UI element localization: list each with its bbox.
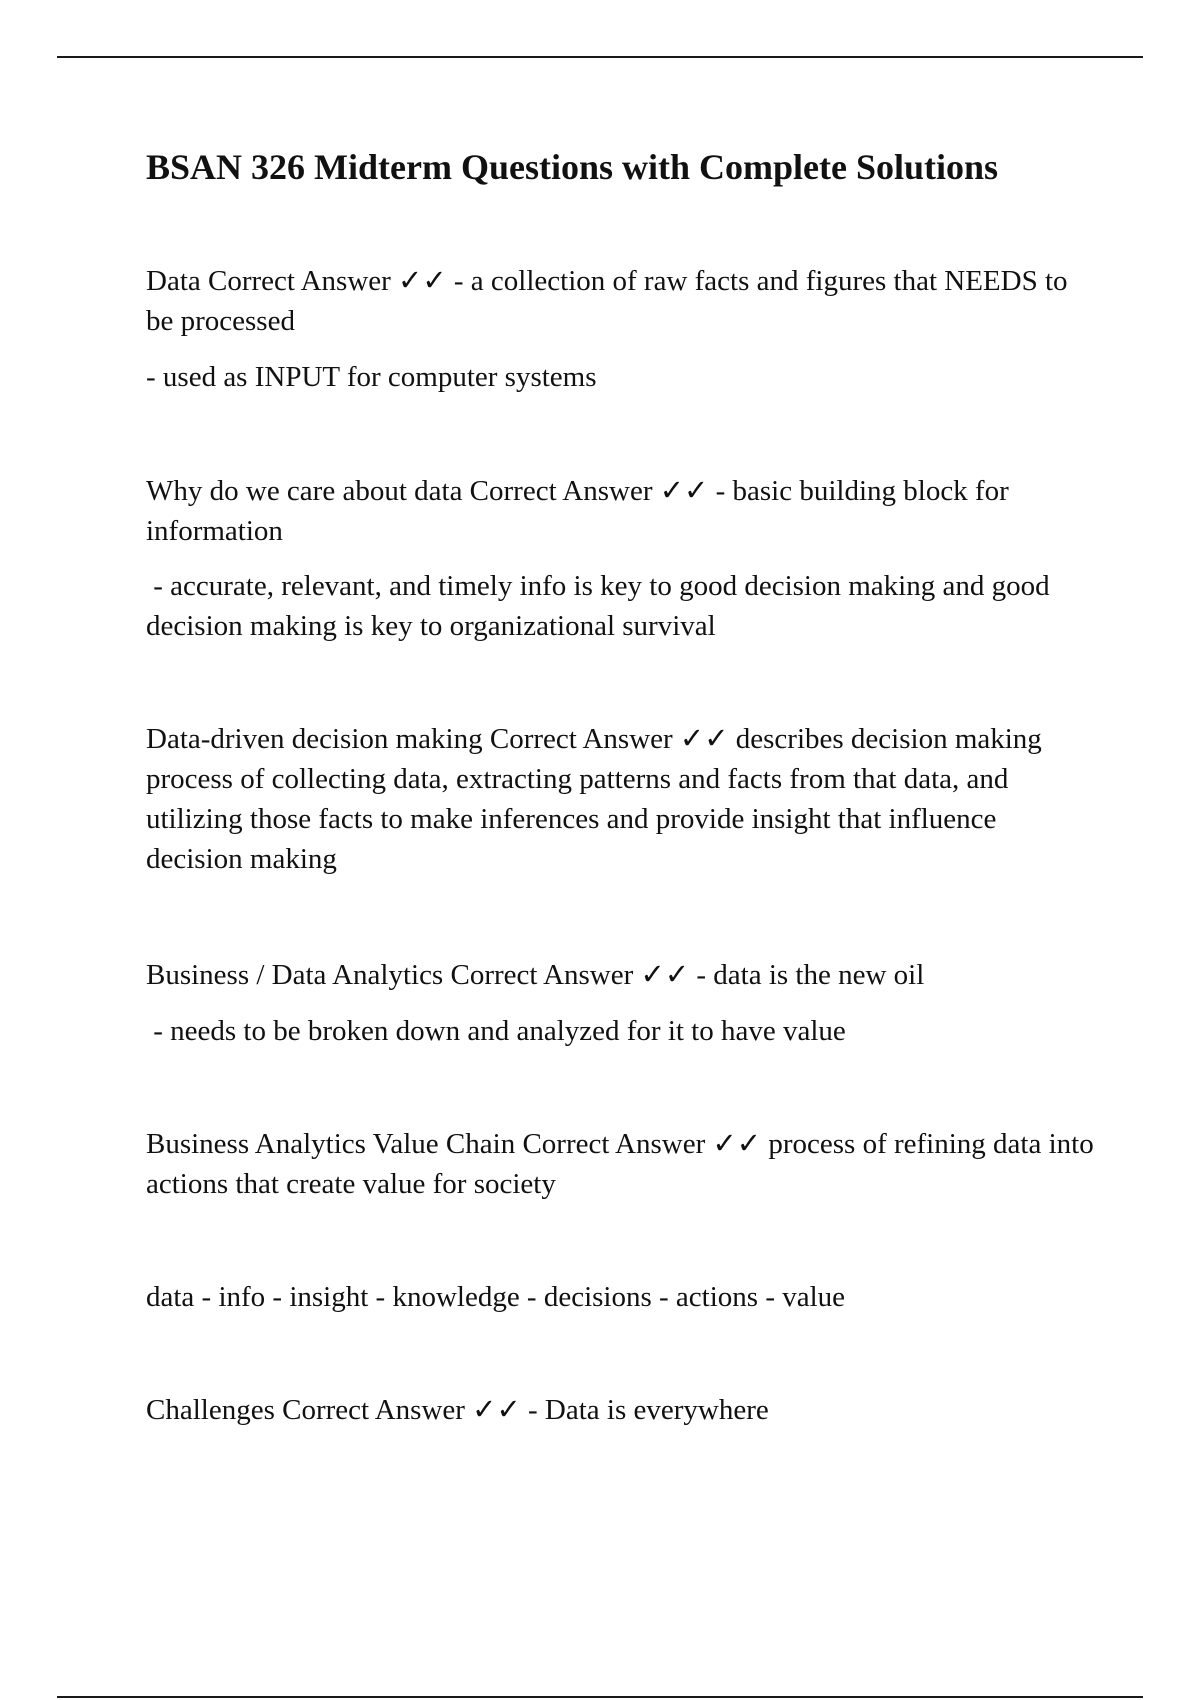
paragraph-business-analytics: Business / Data Analytics Correct Answer ✓✓ - data is the new oil [146,959,925,991]
paragraph-data-input: - used as INPUT for computer systems [146,361,597,393]
document-title: BSAN 326 Midterm Questions with Complete Solutions [146,147,999,187]
paragraph-data-driven: Data-driven decision making Correct Answer ✓✓ describes decision making process of collecting data, extracting patterns and facts from that data, and utilizing those facts to make inferences and provide insight that influence decision making [146,723,1042,875]
paragraph-data-definition: Data Correct Answer ✓✓ - a collection of raw facts and figures that NEEDS to be processed [146,265,1068,337]
paragraph-challenges: Challenges Correct Answer ✓✓ - Data is everywhere [146,1394,769,1426]
paragraph-broken-down: - needs to be broken down and analyzed for it to have value [146,1015,846,1047]
paragraph-chain-steps: data - info - insight - knowledge - decisions - actions - value [146,1281,846,1313]
paragraph-accurate-info: - accurate, relevant, and timely info is key to good decision making and good decision making is key to organizational survival [146,570,1057,642]
bottom-divider [57,1696,1143,1698]
paragraph-why-care: Why do we care about data Correct Answer ✓✓ - basic building block for information [146,475,1009,547]
paragraph-value-chain: Business Analytics Value Chain Correct Answer ✓✓ process of refining data into actions that create value for society [146,1128,1094,1200]
top-divider [57,56,1143,58]
